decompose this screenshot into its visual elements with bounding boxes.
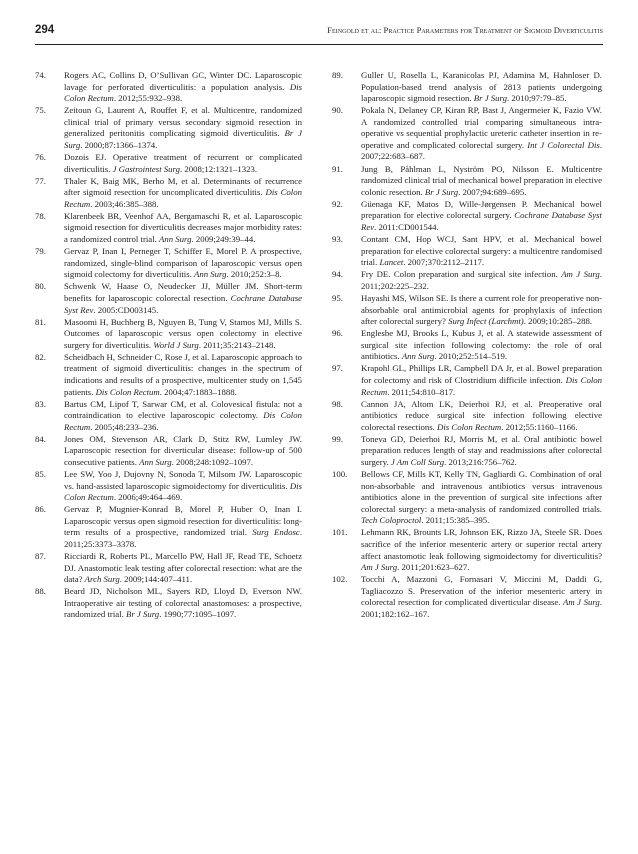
reference-text xyxy=(64,504,302,550)
reference-citation: Scheidbach H, Schneider C, Rose J, et al. Laparoscopic approach to treatment of sigmoid diverticulitis: changes in the spectrum of indications and results of a prospective, multicenter study on 1,545 patients. xyxy=(64,351,302,397)
reference-journal: Ann Surg xyxy=(159,234,192,245)
references-left-column xyxy=(35,70,302,622)
reference-citation: Krapohl GL, Phillips LR, Campbell DA Jr, et al. Bowel preparation for colectomy and risk of Clostridium difficile infection. xyxy=(361,363,602,385)
reference-number: 95. xyxy=(332,292,343,303)
reference-citation: Cannon JA, Altom LK, Deierhoi RJ, et al. Preoperative oral antibiotics reduce surgical site infection following elective colorectal resections. xyxy=(361,398,602,432)
references-right-column xyxy=(332,70,602,621)
reference-journal: Dis Colon Rectum xyxy=(64,410,302,432)
reference-number: 97. xyxy=(332,363,343,374)
reference-number: 82. xyxy=(35,351,46,362)
reference-citation: Beard JD, Nicholson ML, Sayers RD, Lloyd D, Everson NW. Intraoperative air testing of colorectal anastomoses: a prospective, randomized trial. xyxy=(64,586,302,620)
reference-journal: Am J Surg xyxy=(361,562,398,573)
reference-volume: . 2011;25:3373–3378. xyxy=(64,527,303,549)
reference-citation: Zeitoun G, Laurent A, Rouffet F, et al. Multicentre, randomized clinical trial of primary versus secondary sigmoid resection in generalized peritonitis complicating sigmoid diverticulitis. xyxy=(64,105,302,139)
reference-item xyxy=(35,105,302,151)
reference-citation: Schwenk W, Haase O, Neudecker JJ, Müller JM. Short-term benefits for laparoscopic colorectal resection. xyxy=(64,281,302,303)
reference-citation: Bellows CF, Mills KT, Kelly TN, Gagliardi G. Combination of oral non-absorbable and intravenous antibiotics versus intravenous antibiotics alone in the prevention of surgical site infections after colorectal surgery: a meta-analysis of randomized controlled trials. xyxy=(361,469,602,514)
reference-journal: Arch Surg xyxy=(84,574,120,585)
reference-text xyxy=(64,434,302,469)
reference-text xyxy=(361,328,602,363)
reference-text xyxy=(361,105,602,163)
reference-item xyxy=(332,363,602,398)
reference-journal: Cochrane Database Syst Rev xyxy=(64,292,302,315)
reference-volume: . 2011;201:623–627. xyxy=(397,562,470,573)
reference-citation: Jung B, Påhlman L, Nyström PO, Nilsson E. Multicentre randomized clinical trial of mechanical bowel preparation in elective colonic resection. xyxy=(361,163,603,197)
reference-number: 81. xyxy=(35,316,46,327)
reference-journal: Br J Surg xyxy=(125,609,160,620)
reference-number: 87. xyxy=(35,551,46,562)
reference-item xyxy=(332,105,602,163)
reference-number: 77. xyxy=(35,175,46,186)
reference-text xyxy=(361,164,602,199)
page-number: 294 xyxy=(35,24,55,36)
reference-citation: Klarenbeek BR, Veenhof AA, Bergamaschi R, et al. Laparoscopic sigmoid resection for diverticulitis decreases major morbidity rates: a randomized control trial. xyxy=(64,210,302,245)
reference-text xyxy=(361,269,602,292)
reference-volume: . 2005;48:233–236. xyxy=(90,421,159,432)
reference-volume: . 2006;49:464–469. xyxy=(113,492,183,503)
reference-item xyxy=(35,246,302,281)
reference-volume: . 2010;97:79–85. xyxy=(506,93,567,104)
reference-number: 100. xyxy=(332,469,348,480)
reference-journal: Dis Colon Rectum xyxy=(95,386,160,397)
reference-item xyxy=(35,469,302,504)
reference-number: 89. xyxy=(332,70,343,80)
reference-volume: . 2007;94:689–695. xyxy=(458,186,527,197)
reference-citation: Toneva GD, Deierhoi RJ, Morris M, et al. Oral antibiotic bowel preparation reduces length of stay and readmissions after colorectal surgery. xyxy=(361,433,602,467)
reference-volume: . 1990;77:1095–1097. xyxy=(159,609,237,620)
reference-journal: Br J Surg xyxy=(64,128,302,150)
reference-citation: Ricciardi R, Roberts PL, Marcello PW, Hall JF, Read TE, Schoetz DJ. Anastomotic leak testing after colorectal resection: what are the data? xyxy=(64,551,302,585)
reference-number: 74. xyxy=(35,70,46,80)
reference-citation: Dozois EJ. Operative treatment of recurrent or complicated diverticulitis. xyxy=(64,152,302,174)
reference-volume: . 2001;182:162–167. xyxy=(361,597,602,619)
reference-citation: Guller U, Rosella L, Karanicolas PJ, Adamina M, Hahnloser D. Population-based trend analysis of 2813 patients undergoing laparoscopic sigmoid resection. xyxy=(361,70,602,104)
reference-text xyxy=(64,70,302,105)
reference-number: 75. xyxy=(35,105,46,116)
reference-volume: . 2005:CD003145. xyxy=(93,304,159,315)
reference-citation: Masoomi H, Buchberg B, Nguyen B, Tung V, Stamos MJ, Mills S. Outcomes of laparoscopic versus open colectomy in elective surgery for diverticulitis. xyxy=(64,316,302,350)
reference-text xyxy=(361,234,602,269)
reference-text xyxy=(361,574,602,620)
reference-text xyxy=(361,363,602,398)
reference-volume: . 2011;15:385–395. xyxy=(421,515,490,526)
reference-citation: Gervaz P, Mugnier-Konrad B, Morel P, Huber O, Inan I. Laparoscopic versus open sigmoid resection for diverticulitis: long-term results of a prospective, randomized trial. xyxy=(64,504,302,538)
reference-volume: . 2011;202:225–232. xyxy=(361,269,602,291)
reference-item xyxy=(332,234,602,269)
reference-volume: . 2007;370:2112–2117. xyxy=(403,257,485,268)
reference-item xyxy=(332,328,602,363)
reference-volume: . 2009;144:407–411. xyxy=(119,574,193,585)
reference-text xyxy=(64,469,302,504)
reference-volume: . 2011;35:2143–2148. xyxy=(198,339,276,350)
reference-number: 84. xyxy=(35,433,46,444)
reference-text xyxy=(64,399,302,434)
reference-journal: Am J Surg xyxy=(561,269,600,280)
reference-journal: J Gastrointest Surg xyxy=(112,163,181,174)
reference-item xyxy=(332,199,602,234)
reference-citation: Thaler K, Baig MK, Berho M, et al. Determinants of recurrence after sigmoid resection for uncomplicated diverticulitis. xyxy=(64,175,302,198)
reference-item xyxy=(332,293,602,328)
reference-volume: . 2000;87:1366–1374. xyxy=(80,139,158,150)
reference-journal: Dis Colon Rectum xyxy=(64,81,302,104)
reference-journal: J Am Coll Surg xyxy=(390,456,445,467)
reference-journal: Dis Colon Rectum xyxy=(64,480,302,503)
reference-journal: Dis Colon Rectum xyxy=(437,421,502,432)
reference-text xyxy=(361,199,602,234)
reference-volume: . 2010;252:514–519. xyxy=(434,351,508,362)
reference-text xyxy=(361,434,602,469)
reference-citation: Lehmann RK, Brounts LR, Johnson EK, Rizzo JA, Steele SR. Does sacrifice of the inferior mesenteric artery or superior rectal artery affect anastomotic leak following sigmoidectomy for diverticulitis? xyxy=(361,527,602,561)
reference-text xyxy=(64,211,302,246)
reference-citation: Contant CM, Hop WCJ, Sant HPV, et al. Mechanical bowel preparation for elective colorectal surgery: a multicentre randomised trial. xyxy=(361,234,602,268)
reference-item xyxy=(35,317,302,352)
reference-volume: . 2013;216:756–762. xyxy=(444,456,517,467)
reference-item xyxy=(332,574,602,620)
reference-number: 86. xyxy=(35,504,46,515)
header-rule xyxy=(35,44,603,45)
reference-citation: Güenaga KF, Matos D, Wille-Jørgensen P. Mechanical bowel preparation for elective colorectal surgery. xyxy=(361,198,602,221)
reference-number: 79. xyxy=(35,246,46,257)
reference-volume: . 2011;54:810–817. xyxy=(387,386,456,397)
reference-item xyxy=(332,399,602,434)
reference-text xyxy=(64,586,302,621)
reference-item xyxy=(35,504,302,550)
reference-item xyxy=(35,281,302,316)
reference-journal: Dis Colon Rectum xyxy=(64,187,302,209)
reference-text xyxy=(64,246,302,281)
reference-citation: Rogers AC, Collins D, O’Sullivan GC, Winter DC. Laparoscopic lavage for perforated diverticulitis: a population analysis. xyxy=(64,70,302,92)
reference-item xyxy=(332,164,602,199)
reference-citation: Bartus CM, Lipof T, Sarwar CM, et al. Colovesical fistula: not a contraindication to elective laparoscopic colectomy. xyxy=(64,398,302,421)
reference-journal: Surg Infect (Larchmt) xyxy=(448,316,524,327)
reference-citation: Jones OM, Stevenson AR, Clark D, Stitz RW, Lumley JW. Laparoscopic resection for diverticular disease: follow-up of 500 consecutive patients. xyxy=(64,433,302,467)
reference-volume: . 2009;10:285–288. xyxy=(523,316,593,327)
reference-item xyxy=(35,352,302,398)
reference-journal: World J Surg xyxy=(153,339,199,350)
reference-text xyxy=(64,105,302,151)
reference-number: 94. xyxy=(332,269,343,280)
reference-text xyxy=(361,70,602,105)
reference-text xyxy=(361,399,602,434)
reference-number: 85. xyxy=(35,469,46,480)
reference-journal: Ann Surg xyxy=(401,351,435,362)
reference-journal: Br J Surg xyxy=(473,93,507,104)
reference-volume: . 2008;12:1321–1323. xyxy=(180,163,258,174)
reference-number: 90. xyxy=(332,105,343,116)
reference-number: 93. xyxy=(332,234,343,245)
reference-citation: Hayashi MS, Wilson SE. Is there a current role for preoperative non-absorbable oral antimicrobial agents for prophylaxis of infection after colorectal surgery? xyxy=(361,292,602,327)
reference-number: 78. xyxy=(35,210,46,221)
reference-volume: . 2012;55:1160–1166. xyxy=(501,421,578,432)
reference-item xyxy=(35,176,302,211)
reference-citation: Lee SW, Yoo J, Dujovny N, Sonoda T, Milsom JW. Laparoscopic vs. hand-assisted laparoscopic sigmoidectomy for diverticulitis. xyxy=(64,469,302,491)
reference-item xyxy=(35,434,302,469)
reference-text xyxy=(361,293,602,328)
reference-number: 102. xyxy=(332,574,348,585)
reference-number: 99. xyxy=(332,433,343,444)
reference-number: 83. xyxy=(35,398,46,409)
reference-citation: Gervaz P, Inan I, Perneger T, Schiffer E, Morel P. A prospective, randomized, single-blind comparison of laparoscopic versus open sigmoid colectomy for diverticulitis. xyxy=(64,246,302,280)
reference-number: 92. xyxy=(332,198,343,209)
reference-number: 96. xyxy=(332,328,343,339)
reference-number: 91. xyxy=(332,163,343,174)
reference-number: 98. xyxy=(332,398,343,409)
reference-text xyxy=(361,469,602,527)
reference-text xyxy=(361,527,602,573)
reference-volume: . 2004;47:1883–1888. xyxy=(159,386,237,397)
reference-item xyxy=(35,551,302,586)
reference-citation: Fry DE. Colon preparation and surgical site infection. xyxy=(361,269,562,280)
reference-citation: Tocchi A, Mazzoni G, Fornasari V, Miccini M, Daddi G, Tagliacozzo S. Preservation of the inferior mesenteric artery in colorectal resection for complicated diverticular disease. xyxy=(361,574,602,608)
reference-journal: Cochrane Database Syst Rev xyxy=(361,210,602,232)
reference-journal: Ann Surg xyxy=(139,456,172,467)
reference-number: 88. xyxy=(35,586,46,597)
reference-text xyxy=(64,317,302,352)
reference-number: 80. xyxy=(35,281,46,292)
reference-volume: . 2011:CD001544. xyxy=(374,221,439,232)
reference-item xyxy=(35,399,302,434)
reference-item xyxy=(332,269,602,292)
reference-citation: Englesbe MJ, Brooks L, Kubus J, et al. A statewide assessment of surgical site infection following colectomy: the role of oral antibiotics. xyxy=(361,328,602,362)
reference-text xyxy=(64,176,302,211)
running-head: Feingold et al: Practice Parameters for Treatment of Sigmoid Diverticulitis xyxy=(327,25,603,35)
reference-item xyxy=(35,152,302,175)
reference-volume: . 2003;46:385–388. xyxy=(90,198,159,209)
reference-text xyxy=(64,152,302,175)
reference-volume: . 2009;249:39–44. xyxy=(191,234,256,245)
reference-volume: . 2008;248:1092–1097. xyxy=(171,456,254,467)
reference-item xyxy=(332,70,602,105)
reference-volume: . 2012;55:932–938. xyxy=(113,93,183,104)
reference-item xyxy=(35,211,302,246)
reference-journal: Dis Colon Rectum xyxy=(361,374,602,397)
reference-journal: Lancet xyxy=(379,257,404,268)
reference-journal: Ann Surg xyxy=(194,269,227,280)
reference-item xyxy=(35,70,302,105)
reference-journal: Am J Surg xyxy=(562,597,600,608)
reference-item xyxy=(332,469,602,527)
page-header xyxy=(35,24,603,40)
reference-citation: Pokala N, Delaney CP, Kiran RP, Bast J, Angermeier K, Fazio VW. A randomized controlled trial comparing simultaneous intra-operative vs sequential prophylactic ureteric catheter insertion in re-operative and complicated colorectal surgery. xyxy=(361,105,602,150)
reference-number: 76. xyxy=(35,152,46,163)
reference-item xyxy=(35,586,302,621)
reference-item xyxy=(332,527,602,573)
reference-journal: Surg Endosc xyxy=(252,527,300,538)
reference-number: 101. xyxy=(332,527,348,538)
reference-volume: . 2010;252:3–8. xyxy=(226,269,282,280)
reference-journal: Int J Colorectal Dis xyxy=(527,139,600,150)
reference-text xyxy=(64,281,302,316)
reference-text xyxy=(64,352,302,398)
reference-item xyxy=(332,434,602,469)
reference-journal: Tech Coloproctol xyxy=(361,515,422,526)
reference-text xyxy=(64,551,302,586)
reference-journal: Br J Surg xyxy=(424,186,459,197)
reference-volume: . 2007;22:683–687. xyxy=(361,139,602,162)
